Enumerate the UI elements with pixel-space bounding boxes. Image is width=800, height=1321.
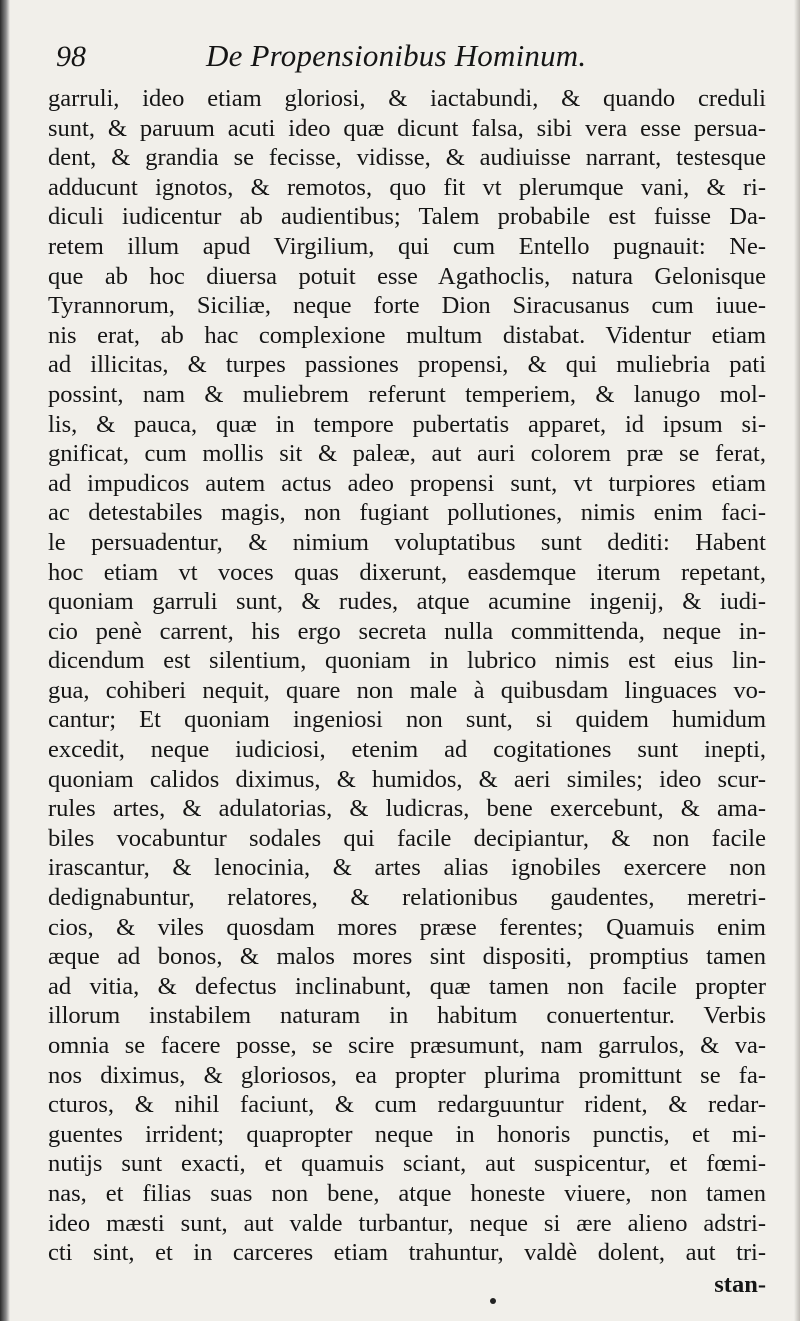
text-line: nos diximus, & gloriosos, ea propter plurima promittunt se fa- — [48, 1061, 766, 1089]
text-line: ad vitia, & defectus inclinabunt, quæ tamen non facile propter — [48, 972, 766, 1000]
text-line: Tyrannorum, Siciliæ, neque forte Dion Siracusanus cum iuue- — [48, 292, 766, 320]
text-line: cio penè carrent, his ergo secreta nulla committenda, neque in- — [48, 617, 766, 645]
page-binding-shadow — [0, 0, 10, 1321]
text-line: possint, nam & muliebrem referunt temperiem, & lanugo mol- — [48, 380, 766, 408]
text-line: gnificat, cum mollis sit & paleæ, aut auri colorem præ se ferat, — [48, 440, 766, 468]
text-line: nis erat, ab hac complexione multum distabat. Videntur etiam — [48, 321, 766, 349]
text-line: dicendum est silentium, quoniam in lubrico nimis est eius lin- — [48, 647, 766, 675]
text-line: ac detestabiles magis, non fugiant pollutiones, nimis enim faci- — [48, 499, 766, 527]
text-line: dent, & grandia se fecisse, vidisse, & audiuisse narrant, testesque — [48, 144, 766, 172]
text-line: excedit, neque iudiciosi, etenim ad cogitationes sunt inepti, — [48, 736, 766, 764]
text-line: dedignabuntur, relatores, & relationibus gaudentes, meretri- — [48, 884, 766, 912]
text-line: omnia se facere posse, se scire præsumunt, nam garrulos, & va- — [48, 1032, 766, 1059]
text-line: lis, & pauca, quæ in tempore pubertatis apparet, id ipsum si- — [48, 410, 766, 438]
text-line: garruli, ideo etiam gloriosi, & iactabundi, & quando creduli — [48, 85, 766, 112]
text-line: cti sint, et in carceres etiam trahuntur, valdè dolent, aut tri- — [48, 1239, 766, 1267]
text-line: cantur; Et quoniam ingeniosi non sunt, si quidem humidum — [48, 706, 766, 734]
text-line: nas, et filias suas non bene, atque honeste viuere, non tamen — [48, 1179, 766, 1207]
text-line: æque ad bonos, & malos mores sint dispositi, promptius tamen — [48, 943, 766, 971]
page-number: 98 — [56, 40, 86, 73]
text-line: diculi iudicentur ab audientibus; Talem probabile est fuisse Da- — [48, 203, 766, 231]
body-text — [48, 84, 766, 1268]
text-line: gua, cohiberi nequit, quare non male à quibusdam linguaces vo- — [48, 676, 766, 704]
text-line: rules artes, & adulatorias, & ludicras, bene exercebunt, & ama- — [48, 795, 766, 823]
text-line: quoniam calidos diximus, & humidos, & aeri similes; ideo scur- — [48, 765, 766, 793]
text-line: ideo mæsti sunt, aut valde turbantur, neque si ære alieno adstri- — [48, 1209, 766, 1237]
text-line: quoniam garruli sunt, & rudes, atque acumine ingenij, & iudi- — [48, 588, 766, 616]
text-line: irascantur, & lenocinia, & artes alias ignobiles exercere non — [48, 854, 766, 882]
catchword: stan- — [714, 1270, 766, 1298]
text-line: sunt, & paruum acuti ideo quæ dicunt falsa, sibi vera esse persua- — [48, 114, 766, 142]
text-line: illorum instabilem naturam in habitum conuertentur. Verbis — [48, 1002, 766, 1030]
text-line: cturos, & nihil faciunt, & cum redarguuntur rident, & redar- — [48, 1091, 766, 1119]
text-line: guentes irrident; quapropter neque in honoris punctis, et mi- — [48, 1120, 766, 1148]
text-line: adducunt ignotos, & remotos, quo fit vt plerumque vani, & ri- — [48, 173, 766, 201]
text-line: ad impudicos autem actus adeo propensi sunt, vt turpiores etiam — [48, 469, 766, 497]
text-line: retem illum apud Virgilium, qui cum Entello pugnauit: Ne- — [48, 232, 766, 260]
text-line: ad illicitas, & turpes passiones propensi, & qui muliebria pati — [48, 351, 766, 379]
text-line: nutijs sunt exacti, et quamuis sciant, aut suspicentur, et fœmi- — [48, 1150, 766, 1178]
text-line: le persuadentur, & nimium voluptatibus sunt dediti: Habent — [48, 528, 766, 556]
text-line: hoc etiam vt voces quas dixerunt, easdemque iterum repetant, — [48, 558, 766, 586]
running-title: De Propensionibus Hominum. — [206, 38, 587, 73]
page-edge-shadow — [794, 0, 800, 1321]
text-line: que ab hoc diuersa potuit esse Agathoclis, natura Gelonisque — [48, 262, 766, 290]
text-line: biles vocabuntur sodales qui facile decipiantur, & non facile — [48, 824, 766, 852]
text-line: cios, & viles quosdam mores præse ferentes; Quamuis enim — [48, 913, 766, 941]
page-mark — [490, 1298, 496, 1304]
running-header — [48, 38, 766, 84]
